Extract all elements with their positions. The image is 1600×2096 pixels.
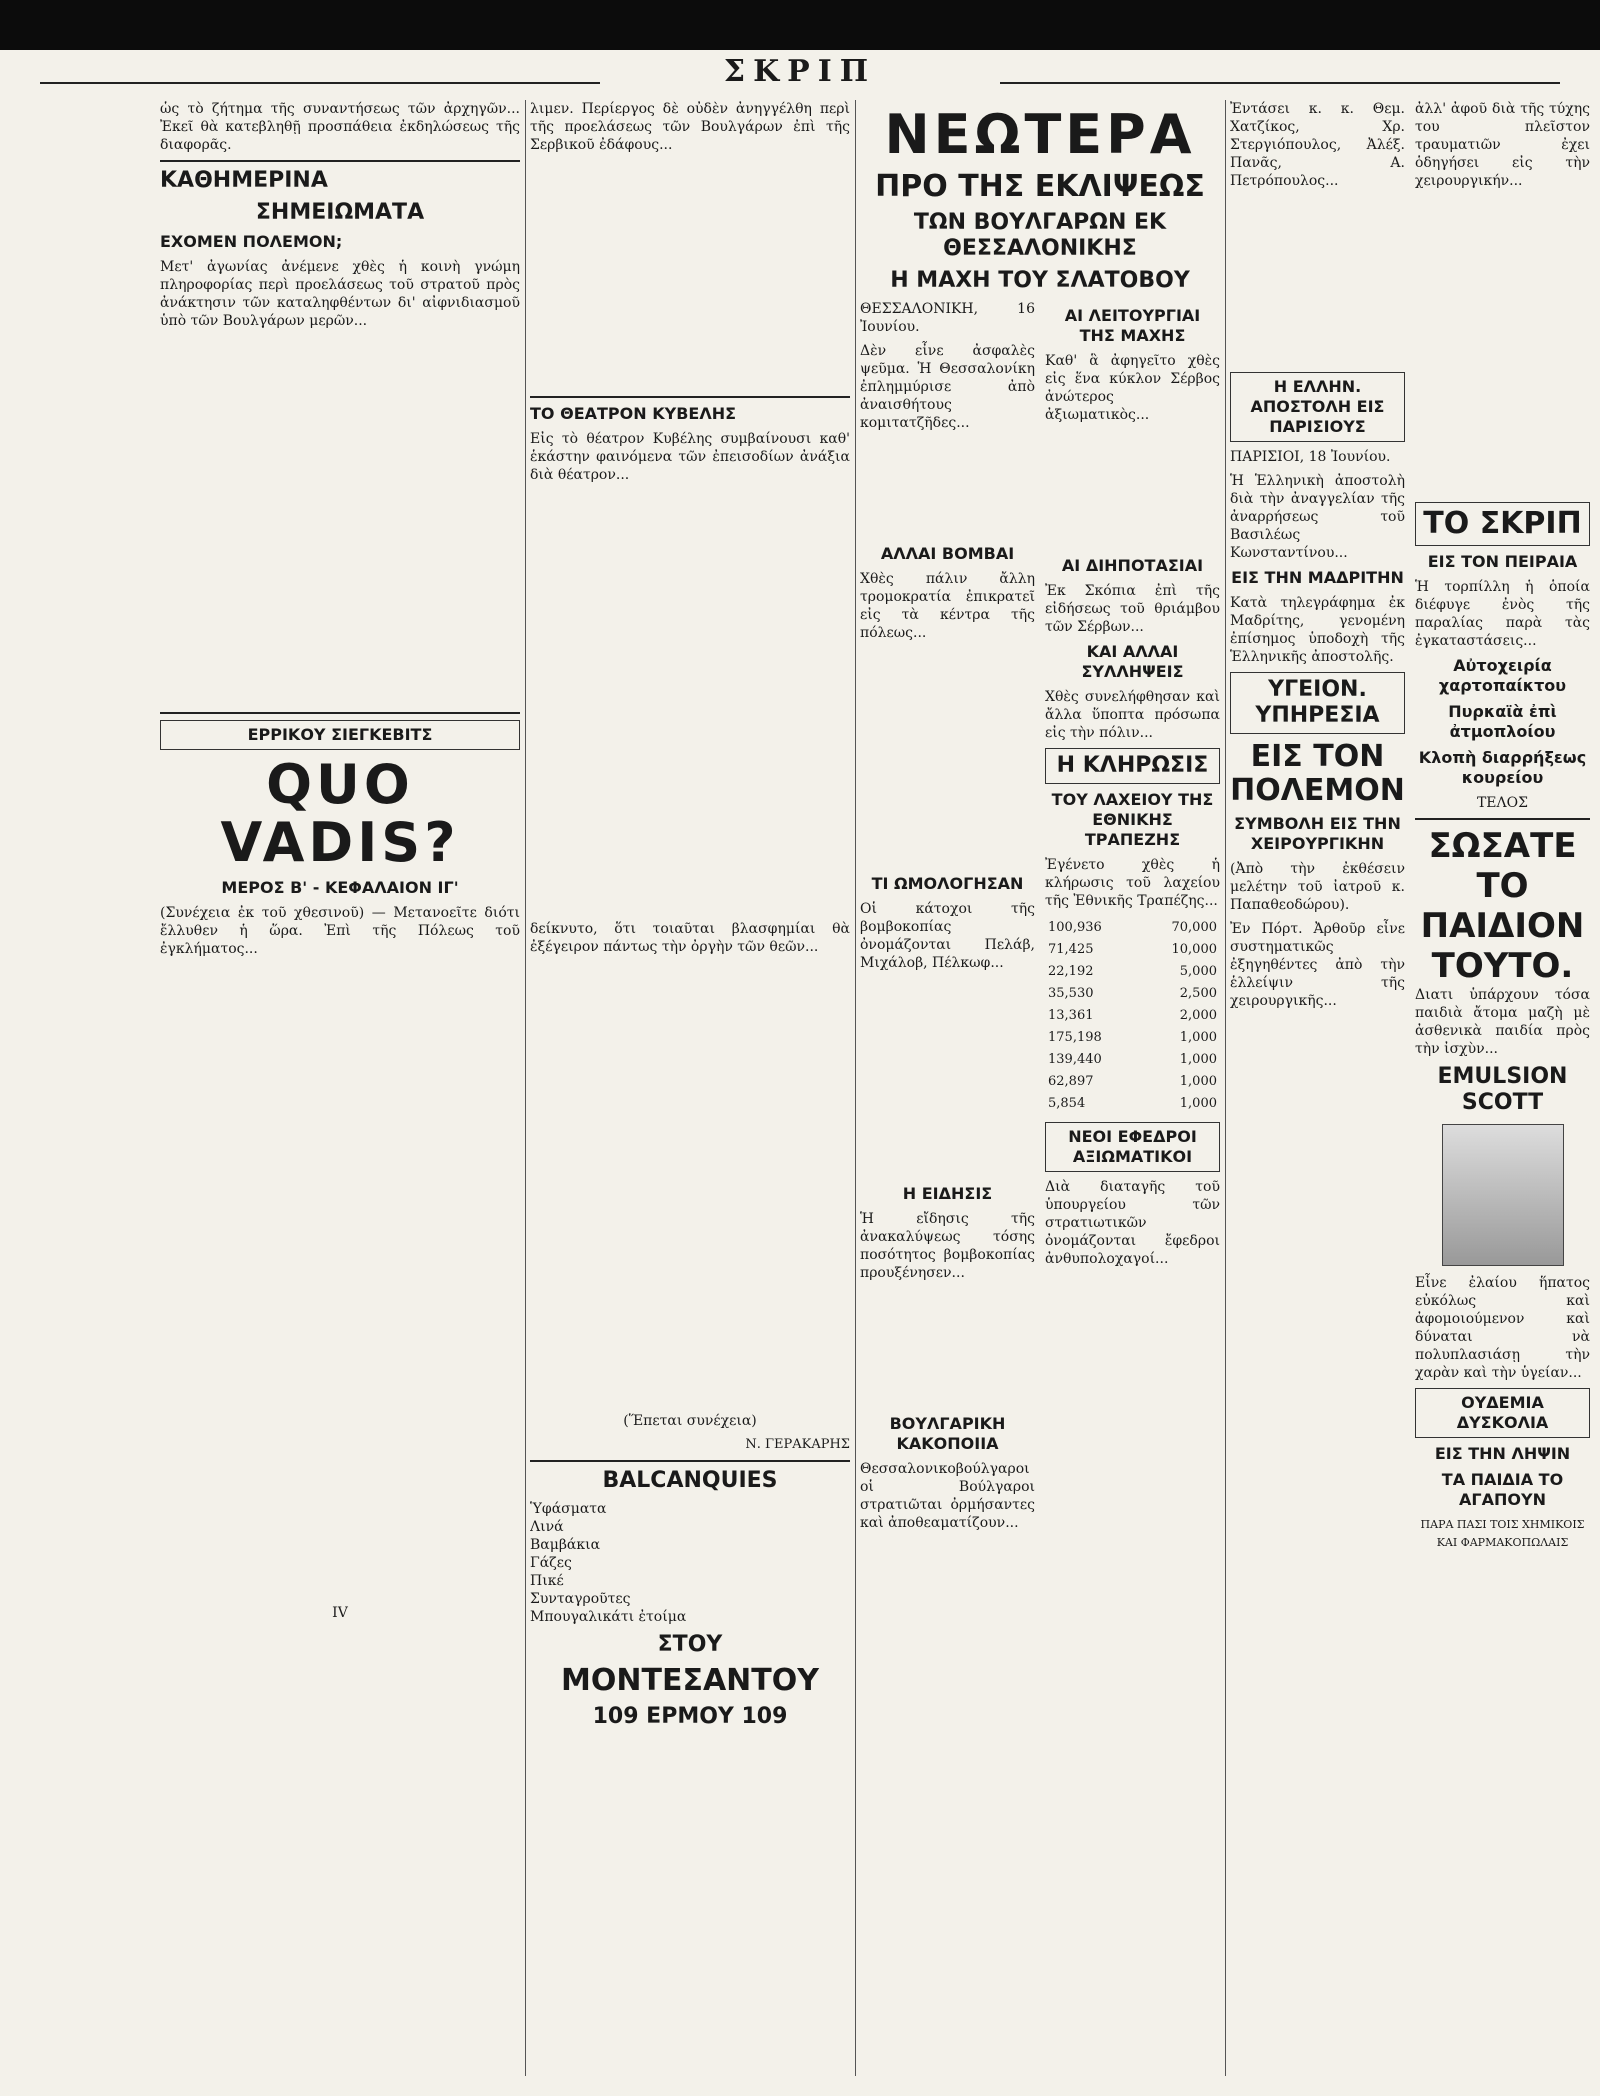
ad-shop-intro: ΣΤΟΥ [657,1632,723,1657]
ad-line: Ὑφάσματα [530,1501,607,1517]
news-col-left [860,300,1035,1538]
serial-continuation: δείκνυτο, ὅτι τοιαῦται βλασφημίαι θὰ ἐξέγειρον πάντως τὴν ὀργὴν τῶν θεῶν... [530,921,850,955]
serial-author: ΕΡΡΙΚΟΥ ΣΙΕΓΚΕΒΙΤΣ [160,720,520,750]
sub-body-block [860,648,1035,868]
lottery-number: 71,425 [1048,942,1094,957]
lottery-amount: 1,000 [1179,1074,1217,1089]
lottery-amount: 10,000 [1171,942,1217,957]
ad-footer-3: ΤΑ ΠΑΙΔΙΑ ΤΟ ΑΓΑΠΟΥΝ [1441,1470,1564,1509]
ad-shop: ΜΟΝΤΕΣΑΝΤΟΥ [561,1663,819,1698]
sub-text: Χθὲς πάλιν ἄλλη τρομοκρατία ἐπικρατεῖ εἰς τὰ κέντρα τῆς πόλεως... [860,571,1035,641]
ad-line: Βαμβάκια [530,1537,601,1553]
ad-footer-2: ΕΙΣ ΤΗΝ ΛΗΨΙΝ [1434,1444,1571,1463]
lead-body-block [860,438,1035,538]
subheadline-3: Η ΜΑΧΗ ΤΟΥ ΣΛΑΤΟΒΟΥ [890,268,1190,293]
sub-body-block [860,1288,1035,1408]
rule [530,396,850,398]
table-row [1047,984,1218,1004]
sub-text: Διὰ διαταγῆς τοῦ ὑπουργείου τῶν στρατιωτικῶν ὀνομάζονται ἔφεδροι ἀνθυπολοχαγοί... [1045,1179,1220,1267]
top-bar [0,0,1600,50]
ad-footer-1: ΟΥΔΕΜΙΑ ΔΥΣΚΟΛΙΑ [1415,1388,1590,1438]
column-3 [860,100,1220,2076]
lottery-amount: 1,000 [1179,1052,1217,1067]
lottery-number: 22,192 [1048,964,1094,979]
news-col-right [1045,300,1220,1538]
madrid-title: ΕΙΣ ΤΗΝ ΜΑΔΡΙΤΗΝ [1231,568,1404,587]
serial-chapter: IV [332,1605,348,1621]
piraeus-section: Κλοπὴ διαρρήξεως κουρείου [1418,748,1587,787]
rule [530,1460,850,1462]
lottery-amount: 1,000 [1179,1096,1217,1111]
health-note: (Ἀπὸ τὴν ἐκθέσειν μελέτην τοῦ ἰατροῦ κ. Παπαθεοδώρου). [1230,861,1405,913]
subheadline-2: ΤΩΝ ΒΟΥΛΓΑΡΩΝ ΕΚ ΘΕΣΣΑΛΟΝΙΚΗΣ [913,210,1167,261]
ad-title: BALCANQUIES [602,1468,778,1493]
sub-text: Οἱ κάτοχοι τῆς βομβοκοπίας ὀνομάζονται Πελάβ, Μιχάλοβ, Πέλκωφ... [860,901,1035,971]
ad-headline-1: ΣΩΣΑΤΕ [1428,826,1577,866]
ad-footer-4: ΠΑΡΑ ΠΑΣΙ ΤΟΙΣ ΧΗΜΙΚΟΙΣ ΚΑΙ ΦΑΡΜΑΚΟΠΩΛΑΙΣ [1420,1518,1585,1549]
intro-body-block [530,160,850,390]
serial-title: QUO VADIS? [220,753,460,874]
madrid-text: Κατὰ τηλεγράφημα ἐκ Μαδρίτης, γενομένη ἐπίσημος ὑποδοχὴ τῆς Ἑλληνικῆς ἀποστολῆς. [1230,595,1405,665]
health-text: Ἐν Πόρτ. Ἀρθοῦρ εἶνε συστηματικῶς ἐξηγηθέντες ἀπὸ τὴν ἑλλείψιν τῆς χειρουργικῆς... [1230,921,1405,1009]
lottery-number: 100,936 [1048,920,1102,935]
piraeus-end: ΤΕΛΟΣ [1476,795,1529,811]
column-2 [530,100,850,2076]
lottery-amount: 70,000 [1171,920,1217,935]
ad-headline-2: ΤΟ ΠΑΙΔΙΟΝ [1420,866,1585,946]
lottery-amount: 1,000 [1179,1030,1217,1045]
table-row [1047,1028,1218,1048]
serial-text: (Συνέχεια ἐκ τοῦ χθεσινοῦ) — Μετανοεῖτε διότι ἔλλυθεν ἡ ὥρα. Ἐπὶ τῆς Πόλεως τοῦ ἐγκλήματος... [160,905,520,957]
serial-body-block [160,964,520,1604]
lead: Δὲν εἶνε ἀσφαλὲς ψεῦμα. Ἡ Θεσσαλονίκη ἐπλημμύρισε ἀπὸ ἀναισθήτους κομιτατζῆδες... [860,343,1035,431]
sub-body-block [860,978,1035,1178]
ad-text-2: Εἶνε ἐλαίου ἥπατος εὐκόλως καὶ ἀφομοιούμενον καὶ δύναται νὰ πολυπλασιάσῃ τὴν χαρὰν καὶ τὴν ὑγείαν... [1415,1275,1590,1381]
serial-part: ΜΕΡΟΣ Β' - ΚΕΦΑΛΑΙΟΝ ΙΓ' [221,878,459,897]
ad-text: Διατι ὑπάρχουν τόσα παιδιὰ ἄτομα μαζὴ μὲ ἀσθενικὰ παιδία πρὸς τὴν ἰσχὺν... [1415,987,1590,1057]
masthead-title: ΣΚΡΙΠ [723,54,877,89]
ad-line: Συνταγροῦτες [530,1591,631,1607]
mission-title: Η ΕΛΛΗΝ. ΑΠΟΣΤΟΛΗ ΕΙΣ ΠΑΡΙΣΙΟΥΣ [1230,372,1405,442]
lottery-amount: 2,500 [1179,986,1217,1001]
masthead-rule-right [1000,82,1560,84]
ad-line: Πικέ [530,1573,564,1589]
article-body-block [160,336,520,706]
sub-body-block [1045,430,1220,550]
lottery-subtitle: ΤΟΥ ΛΑΧΕΙΟΥ ΤΗΣ ΕΘΝΙΚΗΣ ΤΡΑΠΕΖΗΣ [1051,790,1214,849]
piraeus-title: ΤΟ ΣΚΡΙΠ [1415,502,1590,546]
lottery-number: 62,897 [1048,1074,1094,1089]
piraeus-section: Αὐτοχειρία χαρτοπαίκτου [1438,656,1567,695]
fisherman-illustration [1442,1124,1564,1266]
ad-line: Λινά [530,1519,564,1535]
sub-text: Ἡ εἴδησις τῆς ἀνακαλύψεως τόσης ποσότητος βομβοκοπίας προυξένησεν... [860,1211,1035,1281]
column-divider [525,100,526,2076]
piraeus-text: Ἡ τορπίλλη ἡ ὁποία διέφυγε ἐνὸς τῆς παραλίας παρὰ τὰς ἐγκαταστάσεις... [1415,579,1590,649]
intro-body-block [1230,196,1405,366]
intro-text: λιμεν. Περίεργος δὲ οὐδὲν ἀνηγγέλθη περὶ τῆς προελάσεως τῶν Βουλγάρων ἐπὶ τῆς Σερβικοῦ ἐδάφους... [530,101,850,153]
news-columns [860,300,1220,1538]
continued-note: (Ἕπεται συνέχεια) [623,1413,757,1429]
lottery-table [1045,916,1220,1116]
headline: ΝΕΩΤΕΡΑ [884,103,1196,166]
intro-fragment: ὡς τὸ ζήτημα τῆς συναντήσεως τῶν ἀρχηγῶν... Ἐκεῖ θὰ κατεβληθῇ προσπάθεια ἐκδηλώσεως τῆς διαφορᾶς. [160,101,520,153]
masthead-rule-left [40,82,600,84]
sub-text: Χθὲς συνελήφθησαν καὶ ἄλλα ὕποπτα πρόσωπα εἰς τὴν πόλιν... [1045,689,1220,741]
lottery-number: 35,530 [1048,986,1094,1001]
table-row [1047,1072,1218,1092]
section-subtitle: ΣΗΜΕΙΩΜΑΤΑ [255,200,425,225]
theatre-text: Εἰς τὸ θέατρον Κυβέλης συμβαίνουσι καθ' ἑκάστην φαινόμενα τῶν ἐπεισοδίων ἀνάξια διὰ θέατρον... [530,431,850,483]
ad-line: Μπουγαλικάτι ἐτοίμα [530,1609,687,1625]
ad-product: EMULSION SCOTT [1437,1064,1568,1115]
sub-heading: ΑΙ ΔΙΗΠΟΤΑΣΙΑΙ [1061,556,1204,575]
subheadline-1: ΠΡΟ ΤΗΣ ΕΚΛΙΨΕΩΣ [875,169,1205,204]
theatre-body-block [530,490,850,920]
article-title: ΕΧΟΜΕΝ ΠΟΛΕΜΟΝ; [160,232,343,251]
sub-heading: ΑΛΛΑΙ ΒΟΜΒΑΙ [880,544,1015,563]
rule [1415,818,1590,820]
piraeus-subtitle: ΕΙΣ ΤΟΝ ΠΕΙΡΑΙΑ [1427,552,1578,571]
sub-heading: Η ΕΙΔΗΣΙΣ [902,1184,993,1203]
sub-heading: ΒΟΥΛΓΑΡΙΚΗ ΚΑΚΟΠΟΙΙΑ [889,1414,1006,1453]
lottery-amount: 2,000 [1179,1008,1217,1023]
mission-text: Ἡ Ἑλληνικὴ ἀποστολὴ διὰ τὴν ἀναγγελίαν τῆς ἀναρρήσεως τοῦ Βασιλέως Κωνσταντίνου... [1230,473,1405,561]
intro-text: Ἐντάσει κ. κ. Θεμ. Χατζίκος, Χρ. Στεργιόπουλος, Ἀλέξ. Πανᾶς, Α. Πετρόπουλος... [1230,101,1405,189]
lottery-text: Ἐγένετο χθὲς ἡ κλήρωσις τοῦ λαχείου τῆς Ἐθνικῆς Τραπέζης... [1045,857,1220,909]
sub-text: Καθ' ἃ ἀφηγεῖτο χθὲς εἰς ἕνα κύκλον Σέρβος ἀνώτερος ἀξιωματικὸς... [1045,353,1220,423]
health-subtitle: ΣΥΜΒΟΛΗ ΕΙΣ ΤΗΝ ΧΕΙΡΟΥΡΓΙΚΗΝ [1234,814,1401,853]
column-1 [160,100,520,2076]
sub-heading: ΚΑΙ ΑΛΛΑΙ ΣΥΛΛΗΨΕΙΣ [1081,642,1184,681]
sub-heading: ΝΕΟΙ ΕΦΕΔΡΟΙ ΑΞΙΩΜΑΤΙΚΟΙ [1045,1122,1220,1172]
sub-heading: ΤΙ ΩΜΟΛΟΓΗΣΑΝ [871,874,1024,893]
ad-headline-3: ΤΟΥΤΟ. [1431,946,1574,986]
table-row [1047,962,1218,982]
right-body-block [1415,196,1590,496]
lottery-amount: 5,000 [1179,964,1217,979]
lottery-number: 13,361 [1048,1008,1094,1023]
health-title-2: ΕΙΣ ΤΟΝ ΠΟΛΕΜΟΝ [1230,739,1405,808]
news-col-right [1415,100,1590,1552]
table-row [1047,1050,1218,1070]
lottery-number: 5,854 [1048,1096,1086,1111]
health-title: ΥΓΕΙΟΝ. ΥΠΗΡΕΣΙΑ [1230,672,1405,734]
sub-text: Θεσσαλονικοβούλγαροι οἱ Βούλγαροι στρατιῶται ὀρμήσαντες καὶ ἀποθεαματίζουν... [860,1461,1035,1531]
article-text: Μετ' ἀγωνίας ἀνέμενε χθὲς ἡ κοινὴ γνώμη πληροφορίας περὶ προελάσεως τοῦ στρατοῦ πρὸς ἀνάκτησιν τῶν καταληφθέντων δι' αἰφνιδιασμοῦ ὑπὸ τῶν Βουλγάρων μερῶν... [160,259,520,329]
table-row [1047,940,1218,960]
column-divider [855,100,856,2076]
sub-text: Ἐκ Σκόπια ἐπὶ τῆς εἰδήσεως τοῦ θριάμβου τῶν Σέρβων... [1045,583,1220,635]
mission-dateline: ΠΑΡΙΣΙΟΙ, 18 Ἰουνίου. [1230,449,1391,465]
rule [160,160,520,162]
signature: Ν. ΓΕΡΑΚΑΡΗΣ [745,1437,850,1452]
column-4 [1230,100,1590,2076]
piraeus-section: Πυρκαϊὰ ἐπὶ ἀτμοπλοίου [1448,702,1557,741]
news-columns [1230,100,1590,1552]
dateline: ΘΕΣΣΑΛΟΝΙΚΗ, 16 Ἰουνίου. [860,301,1035,335]
table-row [1047,918,1218,938]
masthead [0,54,1600,94]
lottery-number: 175,198 [1048,1030,1102,1045]
right-intro: ἀλλ' ἀφοῦ διὰ τῆς τύχης του πλεῖστον τραυματιῶν ἐχει ὁδηγήσει εἰς τὴν χειρουργικήν... [1415,101,1590,189]
ad-line: Γάζες [530,1555,572,1571]
rule [160,712,520,714]
lottery-title: Η ΚΛΗΡΩΣΙΣ [1045,748,1220,784]
sub-heading: ΑΙ ΛΕΙΤΟΥΡΓΙΑΙ ΤΗΣ ΜΑΧΗΣ [1064,306,1201,345]
table-row [1047,1094,1218,1114]
serial-cont-body-block [530,962,850,1412]
news-col-left [1230,100,1405,1552]
lottery-number: 139,440 [1048,1052,1102,1067]
column-divider [1225,100,1226,2076]
section-title: ΚΑΘΗΜΕΡΙΝΑ [160,168,328,193]
ad-address: 109 ΕΡΜΟΥ 109 [592,1704,788,1729]
theatre-title: ΤΟ ΘΕΑΤΡΟΝ ΚΥΒΕΛΗΣ [530,404,737,423]
table-row [1047,1006,1218,1026]
